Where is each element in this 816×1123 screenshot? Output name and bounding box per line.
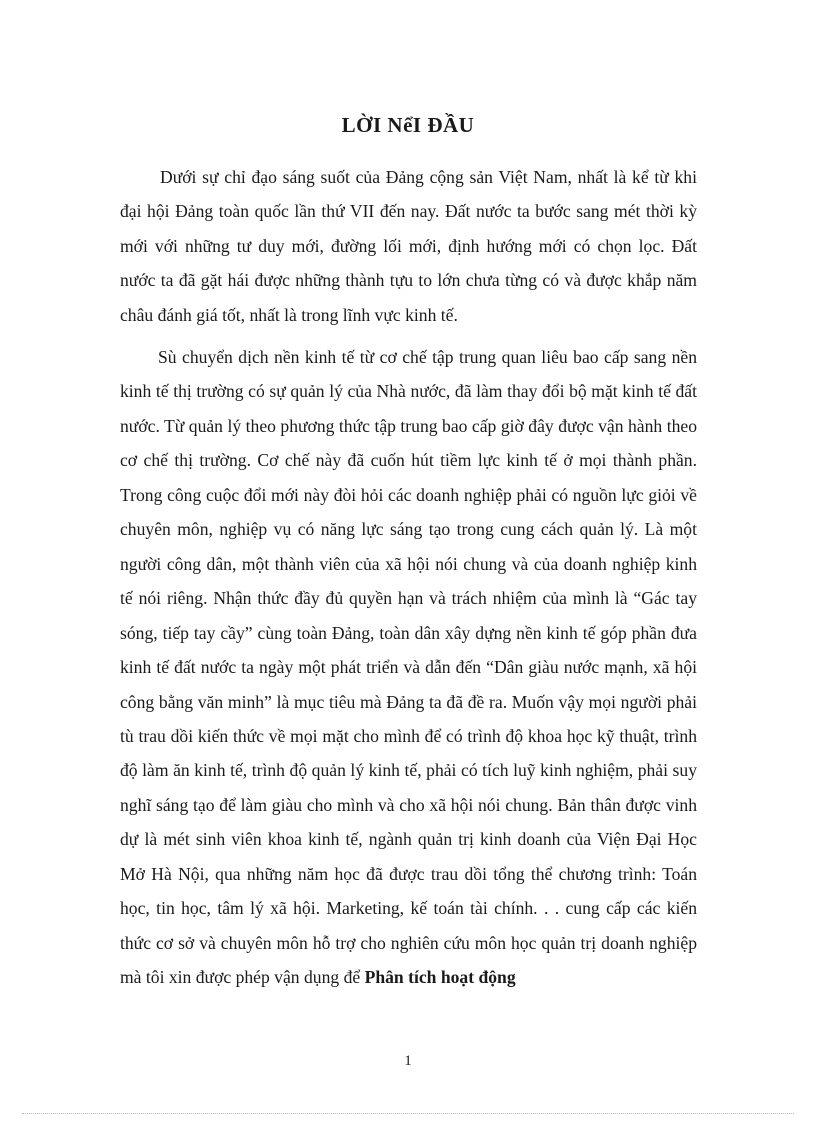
paragraph-1-text: Dưới sự chỉ đạo sáng suốt của Đảng cộng sản Việt Nam, nhất là kể từ khi đại hội Đảng toàn quốc lần thứ VII đến nay. Đất nước ta bước sang mét thời kỳ mới với những tư duy mới, đường lối mới, định hướng mới có chọn lọc. Đất nước ta đã gặt hái được những thành tựu to lớn chưa từng có và được khắp năm châu đánh giá tốt, nhất là trong lĩnh vực kinh tế. — [120, 167, 697, 325]
intro-paragraph-2 — [120, 340, 697, 995]
intro-paragraph-1 — [120, 160, 697, 332]
page-number: 1 — [404, 1053, 412, 1069]
paragraph-2-bold-phrase: Phân tích hoạt động — [364, 967, 516, 988]
page-bottom-divider — [22, 1113, 794, 1114]
paragraph-2-text: Sù chuyển dịch nền kinh tế từ cơ chế tập trung quan liêu bao cấp sang nền kinh tế thị trường có sự quản lý của Nhà nước, đã làm thay đổi bộ mặt kinh tế đất nước. Từ quản lý theo phương thức tập trung bao cấp giờ đây được vận hành theo cơ chế thị trường. Cơ chế này đã cuốn hút tiềm lực kinh tế ở mọi thành phần. Trong công cuộc đổi mới này đòi hỏi các doanh nghiệp phải có nguồn lực giỏi về chuyên môn, nghiệp vụ có năng lực sáng tạo trong cung cách quản lý. Là một người công dân, một thành viên của xã hội nói chung và của doanh nghiệp kinh tế nói riêng. Nhận thức đầy đủ quyền hạn và trách nhiệm của mình là “Gác tay sóng, tiếp tay cầy” cùng toàn Đảng, toàn dân xây dựng nền kinh tế góp phần đưa kinh tế đất nước ta ngày một phát triển và dẫn đến “Dân giàu nước mạnh, xã hội công bằng văn minh” là mục tiêu mà Đảng ta đã đề ra. Muốn vậy mọi người phải tù trau dồi kiến thức về mọi mặt cho mình để có trình độ khoa học kỹ thuật, trình độ làm ăn kinh tế, trình độ quản lý kinh tế, phải có tích luỹ kinh nghiệm, phải suy nghĩ sáng tạo để làm giàu cho mình và cho xã hội nói chung. Bản thân được vinh dự là mét sinh viên khoa kinh tế, ngành quản trị kinh doanh của Viện Đại Học Mở Hà Nội, qua những năm học đã được trau dồi tổng thể chương trình: Toán học, tin học, tâm lý xã hội. Marketing, kế toán tài chính. . . cung cấp các kiến thức cơ sở và chuyên môn hỗ trợ cho nghiên cứu môn học quản trị doanh nghiệp mà tôi xin được phép vận dụng để — [120, 347, 697, 988]
page-title: LỜI NểI ĐẦU — [341, 113, 475, 137]
